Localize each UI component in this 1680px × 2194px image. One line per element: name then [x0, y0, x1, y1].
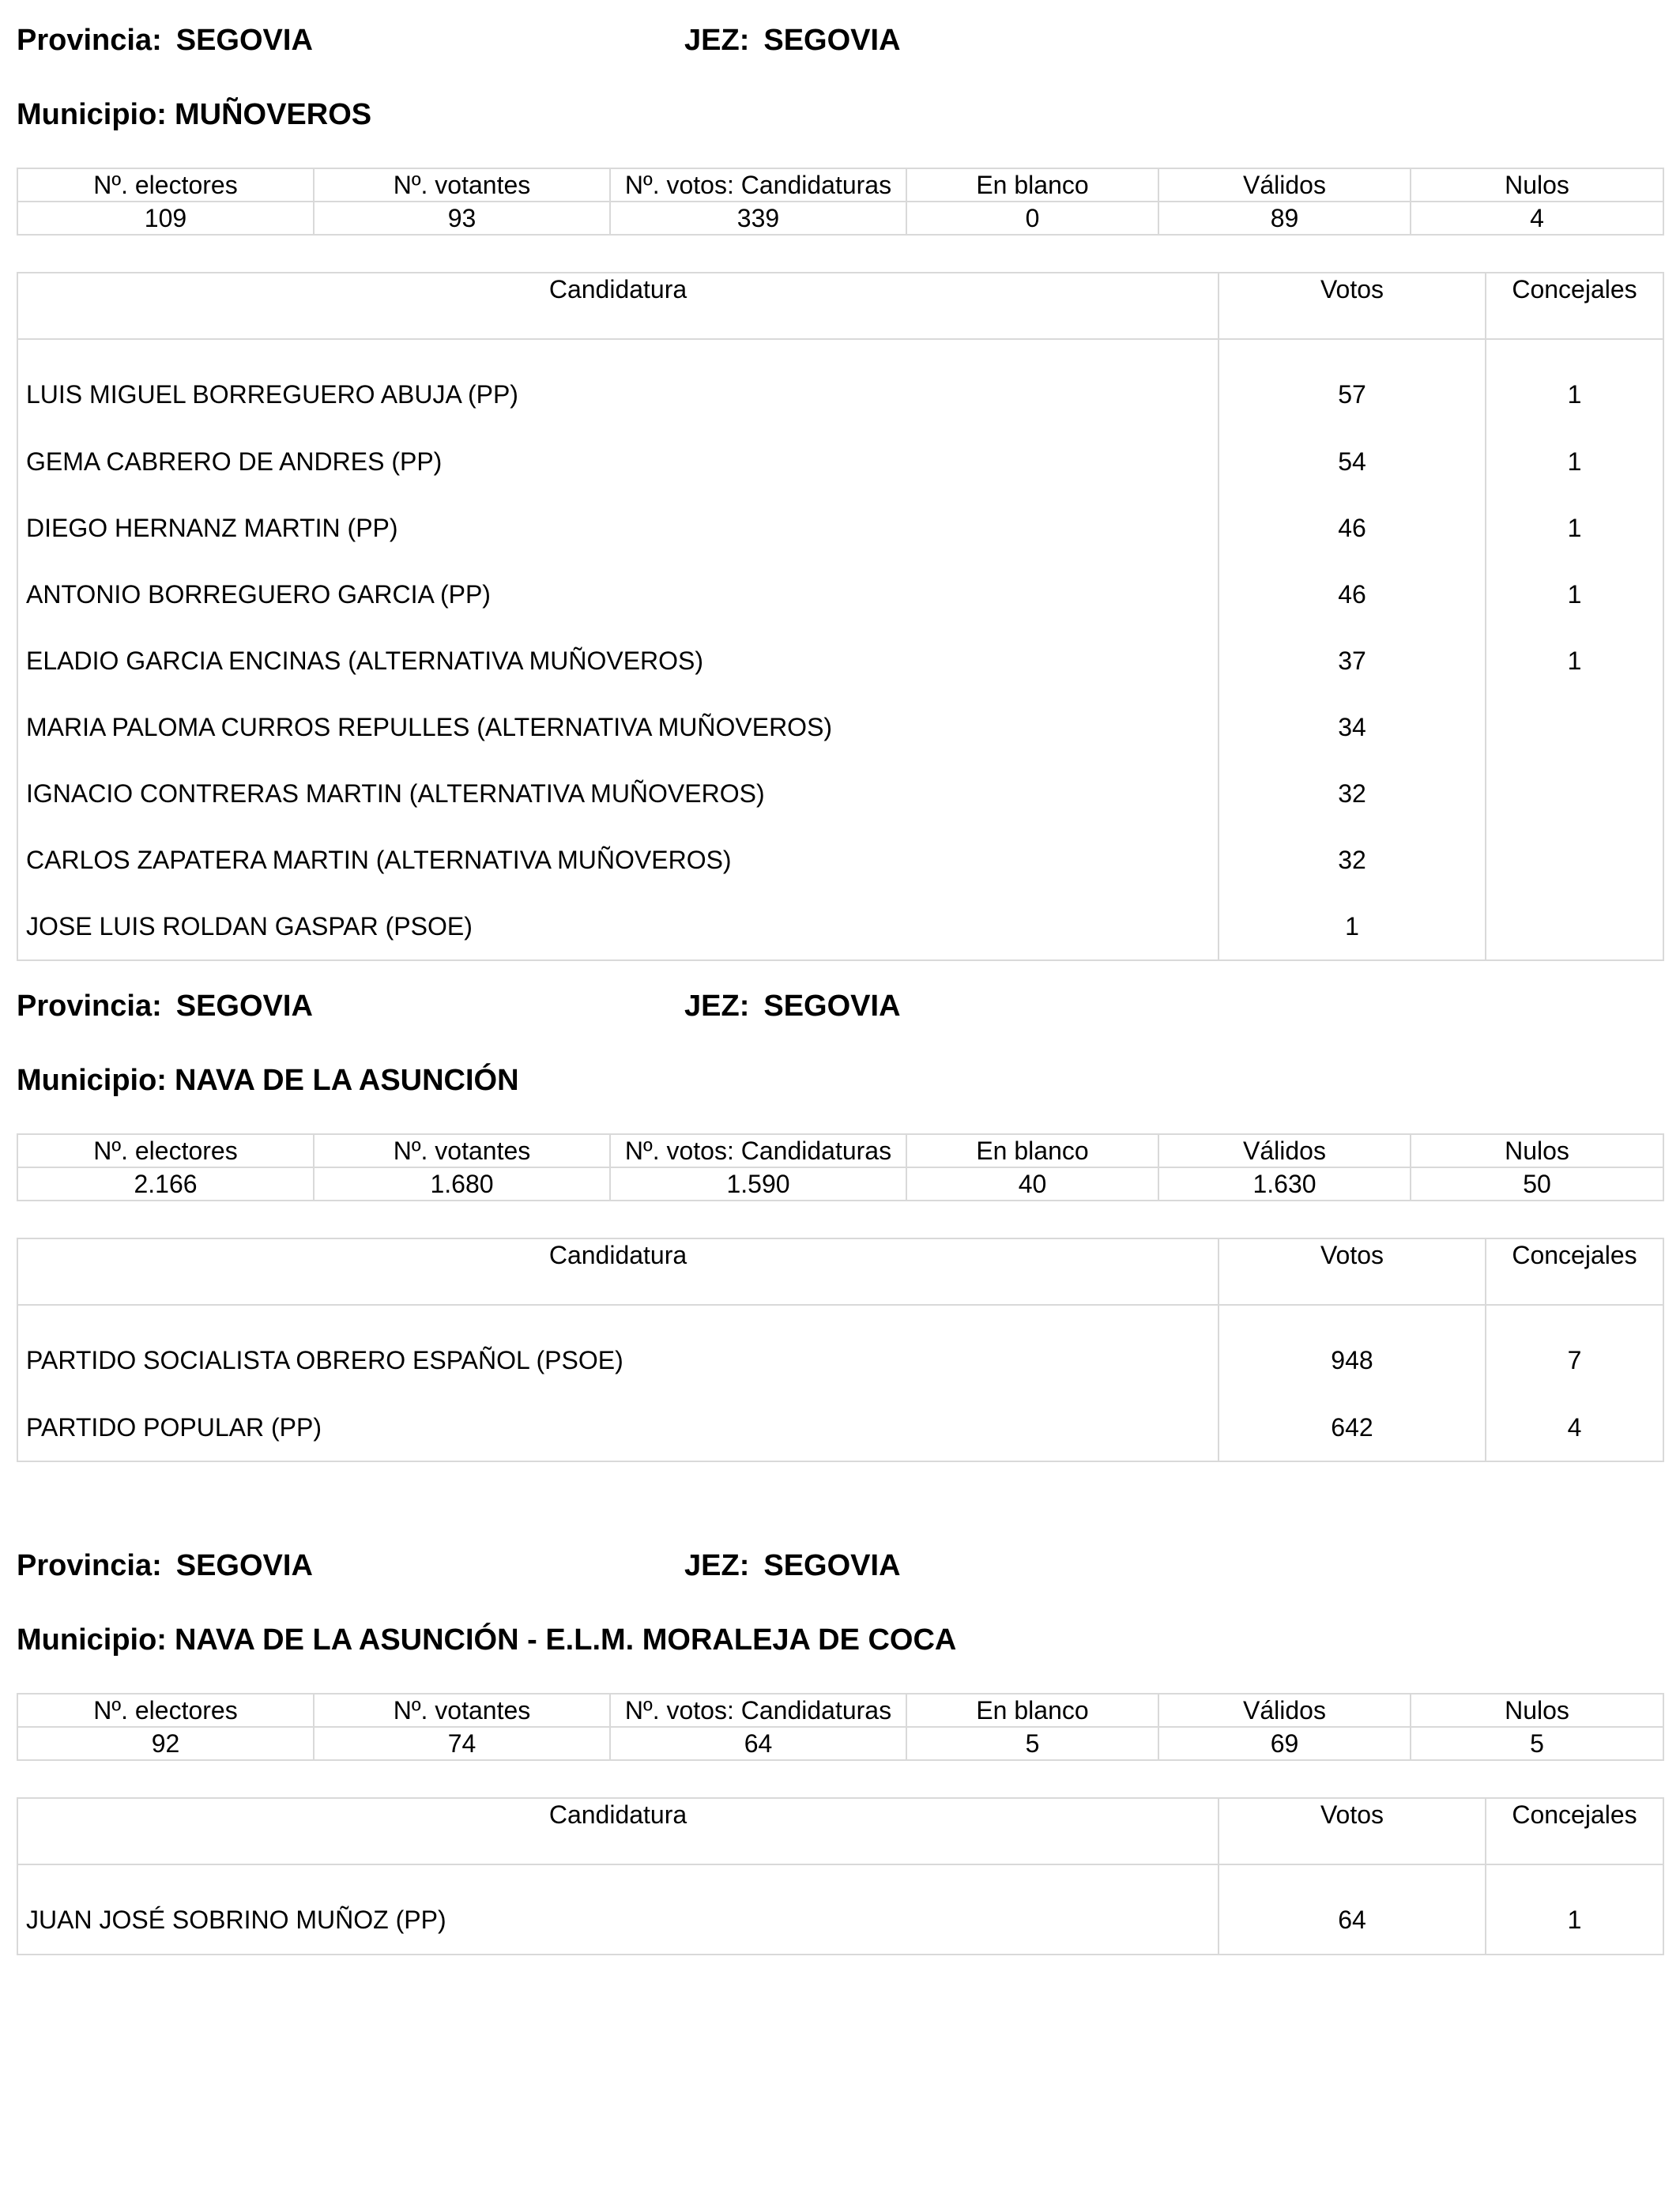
stats-value: 1.680 [314, 1167, 610, 1201]
candidate-name: MARIA PALOMA CURROS REPULLES (ALTERNATIVA MUÑOVEROS) [17, 694, 1219, 760]
header-concejales: Concejales [1486, 273, 1663, 339]
municipio-label: Municipio: [17, 1623, 167, 1657]
candidate-votos: 54 [1219, 428, 1486, 495]
header-votos: Votos [1219, 1798, 1486, 1864]
stats-value: 74 [314, 1727, 610, 1760]
table-row [17, 339, 1663, 428]
jez-value: SEGOVIA [763, 24, 901, 57]
stats-header: Nº. electores [17, 1694, 314, 1727]
stats-header: Nº. votantes [314, 1134, 610, 1167]
table-row [17, 893, 1663, 960]
header-votos: Votos [1219, 273, 1486, 339]
stats-value: 1.630 [1158, 1167, 1411, 1201]
candidate-votos: 32 [1219, 827, 1486, 893]
candidate-name: LUIS MIGUEL BORREGUERO ABUJA (PP) [17, 339, 1219, 428]
candidate-name: JUAN JOSÉ SOBRINO MUÑOZ (PP) [17, 1864, 1219, 1955]
stats-header-row [17, 168, 1663, 202]
jez-label: JEZ: [684, 24, 750, 57]
header-votos: Votos [1219, 1238, 1486, 1305]
header-line [17, 1549, 1663, 1595]
candidate-name: JOSE LUIS ROLDAN GASPAR (PSOE) [17, 893, 1219, 960]
stats-header: Nº. votantes [314, 168, 610, 202]
candidate-name: CARLOS ZAPATERA MARTIN (ALTERNATIVA MUÑOVEROS) [17, 827, 1219, 893]
provincia-value: SEGOVIA [175, 1549, 313, 1582]
candidate-votos: 32 [1219, 760, 1486, 827]
stats-header: Nº. electores [17, 168, 314, 202]
jez-label: JEZ: [684, 990, 750, 1023]
stats-value: 89 [1158, 202, 1411, 235]
table-row [17, 561, 1663, 628]
stats-header: Nulos [1411, 168, 1663, 202]
jez-heading [684, 24, 901, 58]
jez-label: JEZ: [684, 1549, 750, 1582]
stats-header: Nº. votos: Candidaturas [610, 168, 906, 202]
candidate-name: ANTONIO BORREGUERO GARCIA (PP) [17, 561, 1219, 628]
stats-value: 64 [610, 1727, 906, 1760]
stats-value: 92 [17, 1727, 314, 1760]
candidate-name: PARTIDO POPULAR (PP) [17, 1394, 1219, 1461]
municipio-value: MUÑOVEROS [174, 98, 372, 131]
stats-value: 2.166 [17, 1167, 314, 1201]
candidate-votos: 1 [1219, 893, 1486, 960]
candidate-votos: 34 [1219, 694, 1486, 760]
stats-value-row [17, 1167, 1663, 1201]
table-row [17, 760, 1663, 827]
municipio-heading [17, 1623, 956, 1657]
stats-value: 4 [1411, 202, 1663, 235]
stats-value: 69 [1158, 1727, 1411, 1760]
candidate-votos: 37 [1219, 628, 1486, 694]
provincia-label: Provincia: [17, 990, 162, 1023]
candidate-concejales [1486, 694, 1663, 760]
stats-header: Válidos [1158, 1134, 1411, 1167]
candidate-name: PARTIDO SOCIALISTA OBRERO ESPAÑOL (PSOE) [17, 1305, 1219, 1394]
candidate-concejales [1486, 893, 1663, 960]
candidate-concejales: 1 [1486, 561, 1663, 628]
municipio-value: NAVA DE LA ASUNCIÓN [174, 1064, 519, 1097]
stats-table [17, 168, 1664, 236]
stats-value: 40 [906, 1167, 1158, 1201]
municipio-heading [17, 1064, 519, 1098]
jez-heading [684, 1549, 901, 1583]
stats-header: En blanco [906, 1694, 1158, 1727]
stats-value: 1.590 [610, 1167, 906, 1201]
municipio-value: NAVA DE LA ASUNCIÓN - E.L.M. MORALEJA DE COCA [174, 1623, 957, 1657]
table-row [17, 495, 1663, 561]
header-candidatura: Candidatura [17, 273, 1219, 339]
candidate-name: ELADIO GARCIA ENCINAS (ALTERNATIVA MUÑOVEROS) [17, 628, 1219, 694]
header-line [17, 24, 1663, 70]
stats-value: 109 [17, 202, 314, 235]
candidate-name: GEMA CABRERO DE ANDRES (PP) [17, 428, 1219, 495]
stats-value-row [17, 1727, 1663, 1760]
stats-header: Nº. votos: Candidaturas [610, 1134, 906, 1167]
candidate-concejales [1486, 827, 1663, 893]
municipio-heading [17, 98, 371, 132]
candidates-table [17, 1238, 1664, 1462]
header-concejales: Concejales [1486, 1798, 1663, 1864]
stats-value: 50 [1411, 1167, 1663, 1201]
candidate-name: IGNACIO CONTRERAS MARTIN (ALTERNATIVA MUÑOVEROS) [17, 760, 1219, 827]
candidate-concejales: 1 [1486, 339, 1663, 428]
candidate-name: DIEGO HERNANZ MARTIN (PP) [17, 495, 1219, 561]
candidates-header-row [17, 273, 1663, 339]
municipio-label: Municipio: [17, 98, 167, 131]
header-candidatura: Candidatura [17, 1238, 1219, 1305]
stats-value: 5 [1411, 1727, 1663, 1760]
stats-table [17, 1693, 1664, 1761]
table-row [17, 1305, 1663, 1394]
section-moraleja-de-coca [17, 1549, 1663, 1934]
stats-header: En blanco [906, 1134, 1158, 1167]
header-candidatura: Candidatura [17, 1798, 1219, 1864]
candidates-table [17, 1797, 1664, 1955]
stats-header-row [17, 1134, 1663, 1167]
stats-header: Válidos [1158, 1694, 1411, 1727]
candidate-concejales: 1 [1486, 428, 1663, 495]
table-row [17, 628, 1663, 694]
stats-header: Nº. electores [17, 1134, 314, 1167]
section-munoveros [17, 24, 1663, 941]
stats-value-row [17, 202, 1663, 235]
candidate-votos: 57 [1219, 339, 1486, 428]
candidates-header-row [17, 1798, 1663, 1864]
candidate-votos: 948 [1219, 1305, 1486, 1394]
municipio-label: Municipio: [17, 1064, 167, 1097]
candidate-concejales: 1 [1486, 1864, 1663, 1955]
provincia-label: Provincia: [17, 24, 162, 57]
jez-value: SEGOVIA [763, 1549, 901, 1582]
candidates-header-row [17, 1238, 1663, 1305]
provincia-label: Provincia: [17, 1549, 162, 1582]
candidate-concejales: 1 [1486, 628, 1663, 694]
stats-header: En blanco [906, 168, 1158, 202]
jez-heading [684, 990, 901, 1023]
stats-table [17, 1133, 1664, 1201]
stats-value: 5 [906, 1727, 1158, 1760]
candidate-concejales: 7 [1486, 1305, 1663, 1394]
stats-value: 339 [610, 202, 906, 235]
candidate-votos: 46 [1219, 561, 1486, 628]
stats-header: Nulos [1411, 1694, 1663, 1727]
candidate-votos: 46 [1219, 495, 1486, 561]
section-nava-de-la-asuncion [17, 990, 1663, 1442]
table-row [17, 428, 1663, 495]
provincia-heading [17, 990, 313, 1023]
table-row [17, 1864, 1663, 1955]
candidate-concejales: 4 [1486, 1394, 1663, 1461]
provincia-value: SEGOVIA [175, 24, 313, 57]
stats-value: 0 [906, 202, 1158, 235]
table-row [17, 1394, 1663, 1461]
candidate-concejales [1486, 760, 1663, 827]
table-row [17, 694, 1663, 760]
stats-header: Nº. votantes [314, 1694, 610, 1727]
candidate-votos: 642 [1219, 1394, 1486, 1461]
provincia-heading [17, 24, 313, 58]
stats-header: Nº. votos: Candidaturas [610, 1694, 906, 1727]
stats-value: 93 [314, 202, 610, 235]
provincia-heading [17, 1549, 313, 1583]
provincia-value: SEGOVIA [175, 990, 313, 1023]
candidate-concejales: 1 [1486, 495, 1663, 561]
candidate-votos: 64 [1219, 1864, 1486, 1955]
header-concejales: Concejales [1486, 1238, 1663, 1305]
stats-header: Válidos [1158, 168, 1411, 202]
header-line [17, 990, 1663, 1035]
jez-value: SEGOVIA [763, 990, 901, 1023]
stats-header-row [17, 1694, 1663, 1727]
candidates-table [17, 272, 1664, 961]
table-row [17, 827, 1663, 893]
stats-header: Nulos [1411, 1134, 1663, 1167]
